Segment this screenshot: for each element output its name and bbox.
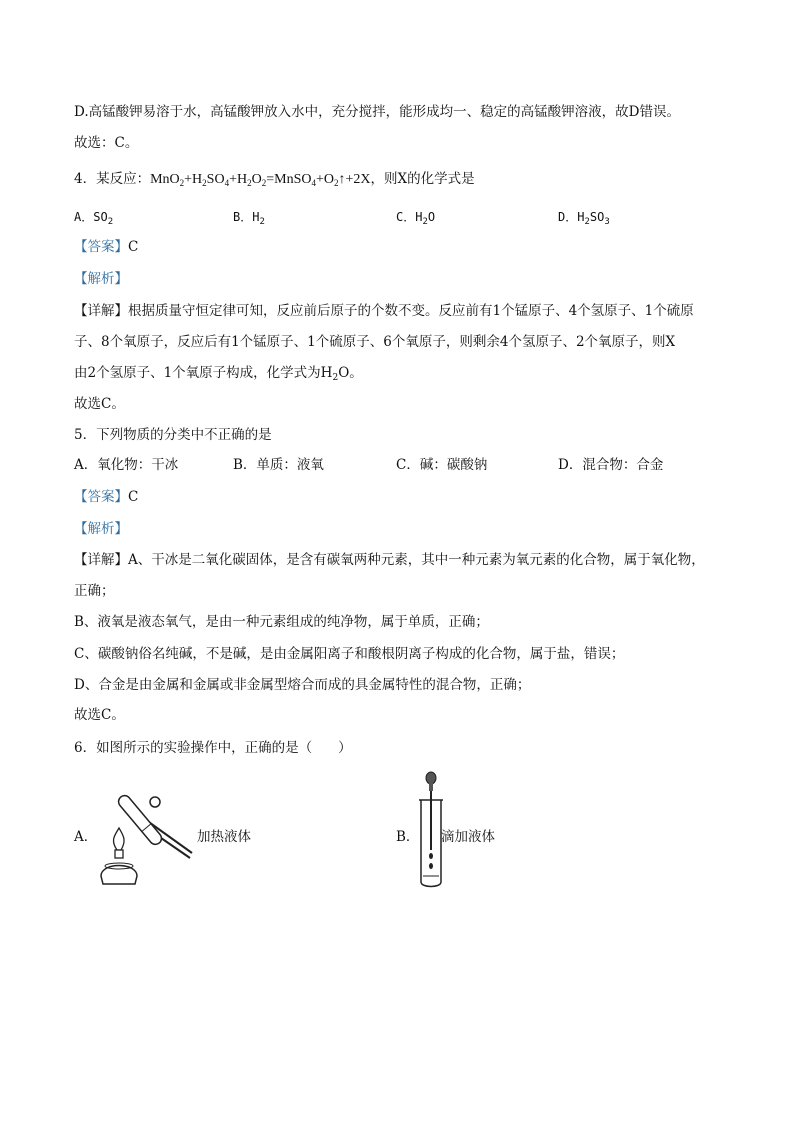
flame-icon xyxy=(113,828,124,850)
q6-option-b-caption: 滴加液体 xyxy=(441,829,495,845)
q5-detail-a-line-1: 【详解】A、干冰是二氧化碳固体，是含有碳氧两种元素，其中一种元素为氧元素的化合物，属于氧化物， xyxy=(74,552,705,568)
q4-answer-label: 【答案】 xyxy=(74,239,128,255)
q4-detail-line-1: 【详解】根据质量守恒定律可知，反应前后原子的个数不变。反应前有1个锰原子、4个氢原子、1个硫原 xyxy=(74,303,694,319)
q5-detail-a-line-2: 正确； xyxy=(74,583,115,599)
q5-choice: 故选C。 xyxy=(74,707,125,723)
q4-option-d: D．$H_2SO_3$ xyxy=(558,210,610,227)
q5-answer xyxy=(74,488,138,506)
heating-liquid-illustration xyxy=(95,780,195,890)
droplet-icon xyxy=(429,853,433,859)
q4-analysis-label: 【解析】 xyxy=(74,271,128,287)
q4-option-a: A．$SO_2$ xyxy=(74,210,114,227)
q3-choice: 故选：C。 xyxy=(74,135,139,151)
q4-choice: 故选C。 xyxy=(74,396,125,412)
alcohol-lamp xyxy=(101,866,137,885)
q4-detail-label: 【详解】 xyxy=(74,303,128,319)
q5-option-a: A．氧化物：干冰 xyxy=(74,457,179,473)
q5-option-b: B．单质：液氧 xyxy=(233,457,324,473)
q4-answer xyxy=(74,238,138,256)
q4-option-b: B．$H_2$ xyxy=(233,210,265,227)
q4-detail-line-3: 由2个氢原子、1个氧原子构成，化学式为$H_2O$。 xyxy=(74,365,363,383)
droplet-icon-2 xyxy=(429,863,433,869)
q5-detail-c: C、碳酸钠俗名纯碱，不是碱，是由金属阳离子和酸根阴离子构成的化合物，属于盐，错误； xyxy=(74,646,625,662)
q4-stem xyxy=(74,170,475,189)
lamp-wick xyxy=(115,850,123,858)
q4-answer-value: C xyxy=(128,239,139,255)
q6-option-a-letter: A． xyxy=(74,829,98,845)
dropper-bulb xyxy=(426,772,436,784)
q4-option-c: C．$H_2O$ xyxy=(396,210,436,227)
q4-stem-prefix: 4．某反应： xyxy=(74,171,151,187)
dropper-neck xyxy=(429,783,433,791)
q4-detail-line-2: 子、8个氧原子，反应后有1个锰原子、1个硫原子、6个氧原子，则剩余4个氢原子、2个氧原子，则X xyxy=(74,334,676,350)
q5-detail-b: B、液氧是液态氧气，是由一种元素组成的纯净物，属于单质，正确； xyxy=(74,614,489,630)
q3-option-d-explanation: D.高锰酸钾易溶于水，高锰酸钾放入水中，充分搅拌，能形成均一、稳定的高锰酸钾溶液，故D错误。 xyxy=(74,104,680,120)
clamp-ring xyxy=(150,797,160,807)
q5-answer-label: 【答案】 xyxy=(74,489,128,505)
q5-option-d: D．混合物：合金 xyxy=(558,457,664,473)
q6-option-a-caption: 加热液体 xyxy=(197,829,251,845)
q5-option-c: C．碱：碳酸钠 xyxy=(396,457,488,473)
q5-answer-value: C xyxy=(128,489,139,505)
q5-detail-d: D、合金是由金属和金属或非金属型熔合而成的具金属特性的混合物，正确； xyxy=(74,677,531,693)
q4-stem-suffix: ，则X的化学式是 xyxy=(370,171,475,187)
q4-equation: $MnO_2+H_2SO_4+H_2O_2=MnSO_4+O_2↑+2X$ xyxy=(150,172,371,188)
q6-option-b-letter: B． xyxy=(396,829,420,845)
q6-stem: 6．如图所示的实验操作中，正确的是（ ） xyxy=(74,740,352,756)
q5-stem: 5．下列物质的分类中不正确的是 xyxy=(74,427,272,443)
q5-detail-label: 【详解】 xyxy=(74,552,128,568)
q5-analysis-label: 【解析】 xyxy=(74,521,128,537)
